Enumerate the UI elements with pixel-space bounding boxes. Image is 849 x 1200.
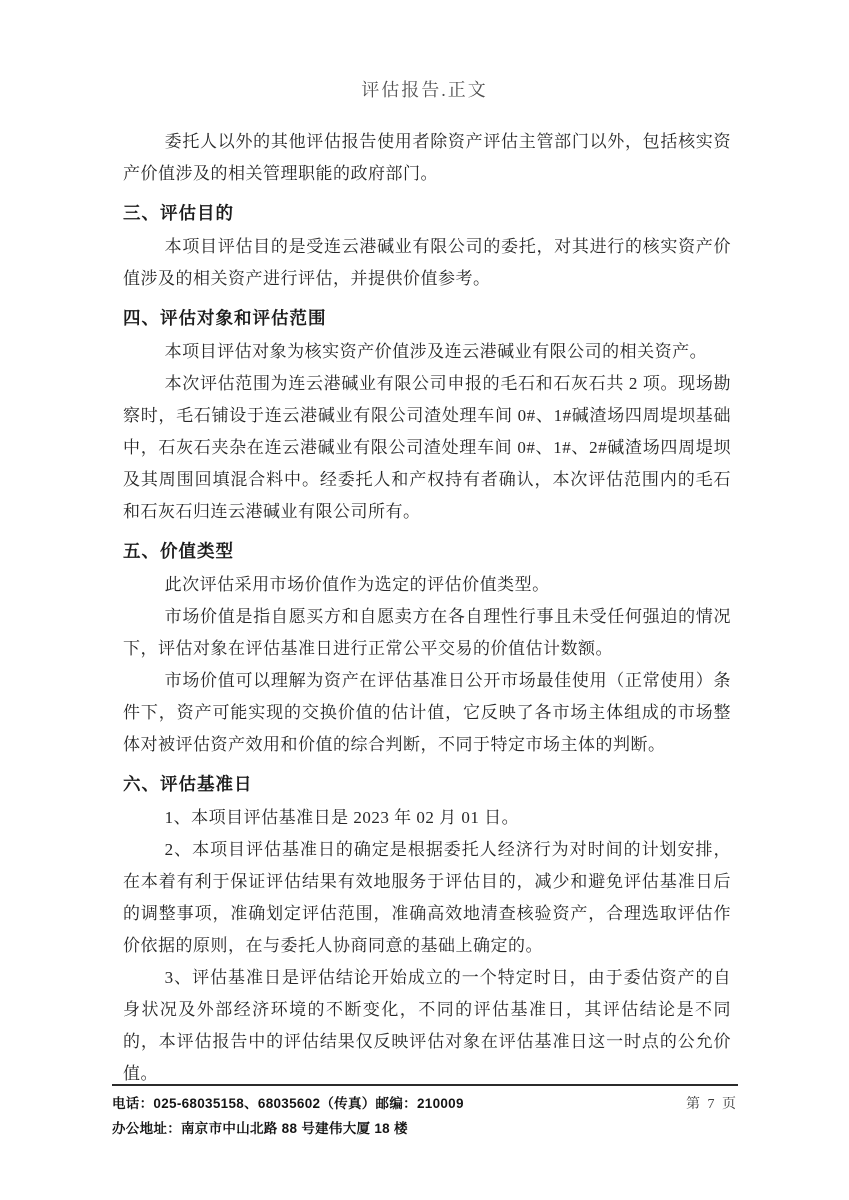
footer-row (112, 1091, 738, 1141)
paragraph: 市场价值是指自愿买方和自愿卖方在各自理性行事且未受任何强迫的情况下，评估对象在评估基准日进行正常公平交易的价值估计数额。 (123, 607, 731, 658)
footer-contact-info (112, 1091, 464, 1141)
footer-divider (112, 1084, 738, 1086)
paragraph: 本项目评估对象为核实资产价值涉及连云港碱业有限公司的相关资产。 (164, 342, 708, 361)
page-footer (112, 1084, 738, 1141)
footer-address-line: 办公地址：南京市中山北路 88 号建伟大厦 18 楼 (112, 1121, 408, 1136)
paragraph: 2、本项目评估基准日的确定是根据委托人经济行为对时间的计划安排，在本着有利于保证评估结果有效地服务于评估目的，减少和避免评估基准日后的调整事项，准确划定评估范围，准确高效地清查核验资产，合理选取评估作价依据的原则，在与委托人协商同意的基础上确定的。 (123, 840, 731, 955)
paragraph: 1、本项目评估基准日是 2023 年 02 月 01 日。 (164, 808, 520, 827)
section-heading-scope: 四、评估对象和评估范围 (123, 308, 327, 328)
page-number: 第 7 页 (686, 1097, 738, 1112)
paragraph: 本次评估范围为连云港碱业有限公司申报的毛石和石灰石共 2 项。现场勘察时，毛石铺设于连云港碱业有限公司渣处理车间 0#、1#碱渣场四周堤坝基础中，石灰石夹杂在连云港碱业有限公司渣处理车间 0#、1#、2#碱渣场四周堤坝及其周围回填混合料中。经委托人和产权持有者确认，本次评估范围内的毛石和石灰石归连云港碱业有限公司所有。 (123, 374, 731, 521)
paragraph: 本项目评估目的是受连云港碱业有限公司的委托，对其进行的核实资产价值涉及的相关资产进行评估，并提供价值参考。 (123, 237, 731, 288)
section-heading-value-type: 五、价值类型 (123, 541, 234, 561)
footer-phone-line: 电话：025-68035158、68035602（传真）邮编：210009 (112, 1096, 464, 1111)
intro-paragraph: 委托人以外的其他评估报告使用者除资产评估主管部门以外，包括核实资产价值涉及的相关管理职能的政府部门。 (123, 132, 731, 183)
page-header-title: 评估报告.正文 (361, 80, 488, 100)
section-heading-purpose: 三、评估目的 (123, 203, 234, 223)
paragraph: 3、评估基准日是评估结论开始成立的一个特定时日，由于委估资产的自身状况及外部经济环境的不断变化，不同的评估基准日，其评估结论是不同的，本评估报告中的评估结果仅反映评估对象在评估基准日这一时点的公允价值。 (123, 968, 731, 1083)
section-heading-base-date: 六、评估基准日 (123, 774, 253, 794)
paragraph: 市场价值可以理解为资产在评估基准日公开市场最佳使用（正常使用）条件下，资产可能实现的交换价值的估计值，它反映了各市场主体组成的市场整体对被评估资产效用和价值的综合判断，不同于特定市场主体的判断。 (123, 671, 731, 754)
paragraph: 此次评估采用市场价值作为选定的评估价值类型。 (164, 575, 550, 594)
document-body (123, 126, 731, 1090)
